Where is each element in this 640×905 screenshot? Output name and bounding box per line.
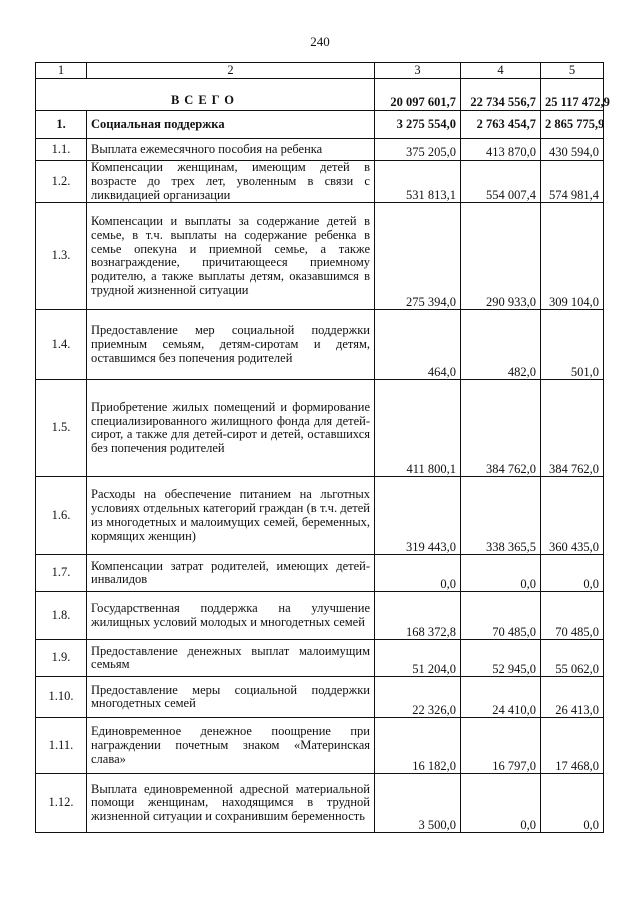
row-value: 16 182,0 [375,718,461,774]
row-value: 360 435,0 [541,477,604,555]
row-value: 0,0 [541,555,604,592]
table-row [36,310,604,380]
row-value: 338 365,5 [461,477,541,555]
row-value: 3 500,0 [375,774,461,833]
table-row [36,774,604,833]
row-number: 1.1. [36,139,87,161]
row-value: 574 981,4 [541,161,604,203]
column-number: 3 [375,63,461,79]
row-value: 554 007,4 [461,161,541,203]
row-value: 384 762,0 [541,380,604,477]
row-value: 290 933,0 [461,203,541,310]
table-row [36,677,604,718]
row-description: Компенсации затрат родителей, имеющих детей-инвалидов [87,555,375,592]
row-description: Компенсации и выплаты за содержание детей в семье, в т.ч. выплаты на содержание ребенка в семье опекуна и приемной семье, а также вознаграждение, причитающееся приемному родителю, а также выплаты детям, оказавшимся в трудной жизненной ситуации [87,203,375,310]
table-row [36,718,604,774]
column-number: 4 [461,63,541,79]
row-value: 168 372,8 [375,592,461,640]
table-row [36,161,604,203]
column-number: 5 [541,63,604,79]
table-row [36,555,604,592]
row-value: 55 062,0 [541,640,604,677]
row-description: Государственная поддержка на улучшение жилищных условий молодых и многодетных семей [87,592,375,640]
column-number: 2 [87,63,375,79]
total-value: 25 117 472,9 [541,79,604,111]
row-number: 1.10. [36,677,87,718]
row-value: 26 413,0 [541,677,604,718]
row-number: 1.4. [36,310,87,380]
row-value: 384 762,0 [461,380,541,477]
row-number: 1.12. [36,774,87,833]
row-number: 1.2. [36,161,87,203]
section-value: 2 865 775,9 [541,111,604,139]
total-row [36,79,604,111]
row-number: 1.5. [36,380,87,477]
row-value: 24 410,0 [461,677,541,718]
row-description: Предоставление мер социальной поддержки приемным семьям, детям-сиротам и детям, оставшимся без попечения родителей [87,310,375,380]
row-value: 413 870,0 [461,139,541,161]
section-row [36,111,604,139]
row-value: 531 813,1 [375,161,461,203]
table-row [36,477,604,555]
row-value: 275 394,0 [375,203,461,310]
column-number: 1 [36,63,87,79]
row-description: Предоставление меры социальной поддержки многодетных семей [87,677,375,718]
row-value: 0,0 [541,774,604,833]
row-value: 0,0 [375,555,461,592]
row-description: Единовременное денежное поощрение при награждении почетным знаком «Материнская слава» [87,718,375,774]
total-value: 20 097 601,7 [375,79,461,111]
row-value: 319 443,0 [375,477,461,555]
row-number: 1.3. [36,203,87,310]
table-row [36,592,604,640]
row-description: Предоставление денежных выплат малоимущим семьям [87,640,375,677]
row-description: Расходы на обеспечение питанием на льготных условиях отдельных категорий граждан (в т.ч. детей из многодетных и малоимущих семей, беременных, кормящих женщин) [87,477,375,555]
row-value: 411 800,1 [375,380,461,477]
row-number: 1.8. [36,592,87,640]
row-value: 375 205,0 [375,139,461,161]
row-value: 501,0 [541,310,604,380]
row-value: 52 945,0 [461,640,541,677]
total-label: ВСЕГО [36,79,375,111]
column-number-row [36,63,604,79]
row-number: 1.11. [36,718,87,774]
budget-table [35,62,610,833]
row-description: Компенсации женщинам, имеющим детей в возрасте до трех лет, уволенным в связи с ликвидацией организации [87,161,375,203]
row-value: 70 485,0 [541,592,604,640]
row-value: 0,0 [461,774,541,833]
row-value: 17 468,0 [541,718,604,774]
table-row [36,139,604,161]
row-value: 70 485,0 [461,592,541,640]
row-value: 464,0 [375,310,461,380]
row-value: 0,0 [461,555,541,592]
row-number: 1.9. [36,640,87,677]
row-number: 1.7. [36,555,87,592]
row-value: 51 204,0 [375,640,461,677]
table-row [36,640,604,677]
total-value: 22 734 556,7 [461,79,541,111]
row-value: 16 797,0 [461,718,541,774]
row-number: 1.6. [36,477,87,555]
row-description: Приобретение жилых помещений и формирование специализированного жилищного фонда для детей-сирот, а также для детей-сирот и детей, оставшихся без попечения родителей [87,380,375,477]
section-number: 1. [36,111,87,139]
row-description: Выплата ежемесячного пособия на ребенка [87,139,375,161]
page-number: 240 [310,34,330,49]
table-row [36,203,604,310]
table-row [36,380,604,477]
section-value: 2 763 454,7 [461,111,541,139]
row-value: 430 594,0 [541,139,604,161]
row-value: 22 326,0 [375,677,461,718]
section-name: Социальная поддержка [87,111,375,139]
row-value: 482,0 [461,310,541,380]
row-value: 309 104,0 [541,203,604,310]
section-value: 3 275 554,0 [375,111,461,139]
row-description: Выплата единовременной адресной материальной помощи женщинам, находящимся в трудной жизненной ситуации и сохранившим беременность [87,774,375,833]
